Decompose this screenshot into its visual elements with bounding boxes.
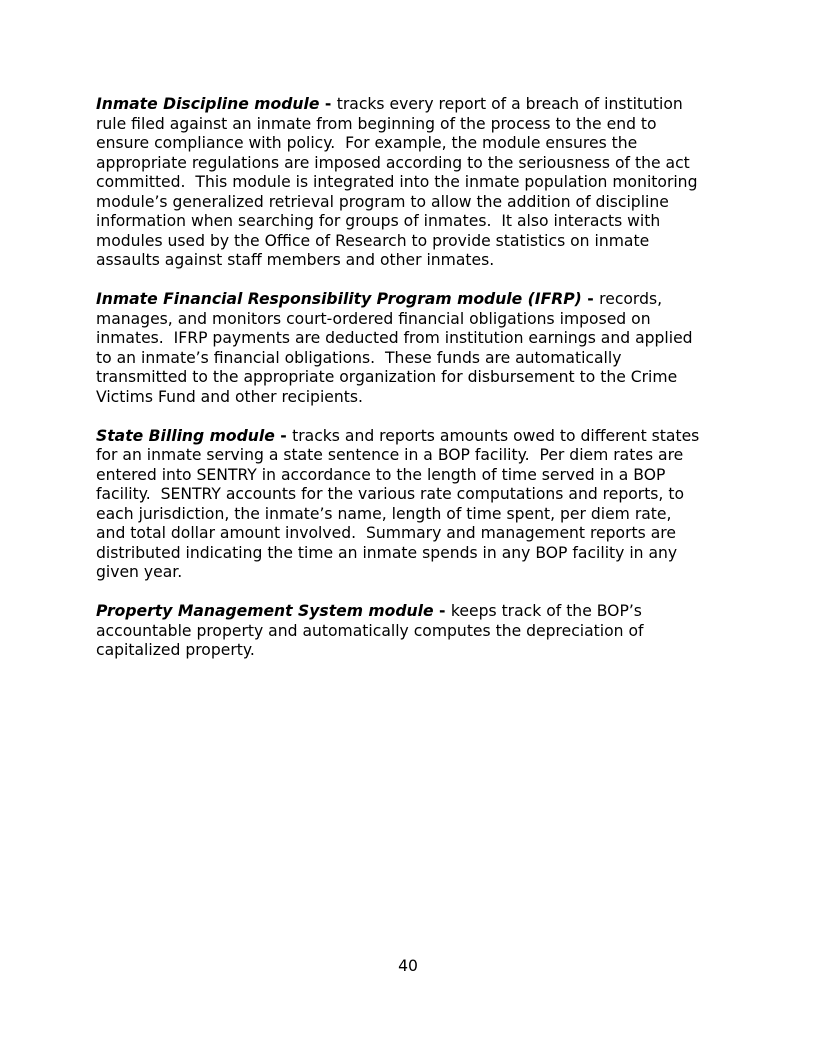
term-heading: Inmate Financial Responsibility Program module (IFRP) xyxy=(96,290,582,308)
paragraph-inmate-discipline xyxy=(96,95,724,271)
paragraph-ifrp xyxy=(96,290,724,407)
paragraph-text: tracks and reports amounts owed to different states for an inmate serving a state sentence in a BOP facility. Per diem rates are entered into SENTRY in accordance to the length of time served in a BOP facility. SENTRY accounts for the various rate computations and reports, to each jurisdiction, the inmate’s name, length of time spent, per diem rate, and total dollar amount involved. Summary and management reports are distributed indicating the time an inmate spends in any BOP facility in any given year. xyxy=(96,426,700,581)
paragraph-text: keeps track of the BOP’s accountable property and automatically computes the depreciation of capitalized property. xyxy=(96,602,644,659)
term-separator: - xyxy=(274,426,293,445)
term-separator: - xyxy=(433,602,451,620)
term-separator: - xyxy=(581,290,600,308)
term-heading: Property Management System module xyxy=(96,602,434,620)
term-heading: Inmate Discipline module xyxy=(96,95,320,113)
paragraph-property-management xyxy=(96,602,724,661)
page-number: 40 xyxy=(398,957,418,975)
paragraph-state-billing xyxy=(96,427,724,583)
term-heading: State Billing module xyxy=(96,426,275,445)
document-body xyxy=(96,95,724,680)
term-separator: - xyxy=(319,95,337,113)
paragraph-text: tracks every report of a breach of institution rule filed against an inmate from beginning of the process to the end to ensure compliance with policy. For example, the module ensures the appropriate regulations are imposed according to the seriousness of the act committed. This module is integrated into the inmate population monitoring module’s generalized retrieval program to allow the addition of discipline information when searching for groups of inmates. It also interacts with modules used by the Office of Research to provide statistics on inmate assaults against staff members and other inmates. xyxy=(96,95,698,269)
paragraph-text: records, manages, and monitors court-ordered financial obligations imposed on inmates. IFRP payments are deducted from institution earnings and applied to an inmate’s financial obligations. These funds are automatically transmitted to the appropriate organization for disbursement to the Crime Victims Fund and other recipients. xyxy=(96,290,693,406)
